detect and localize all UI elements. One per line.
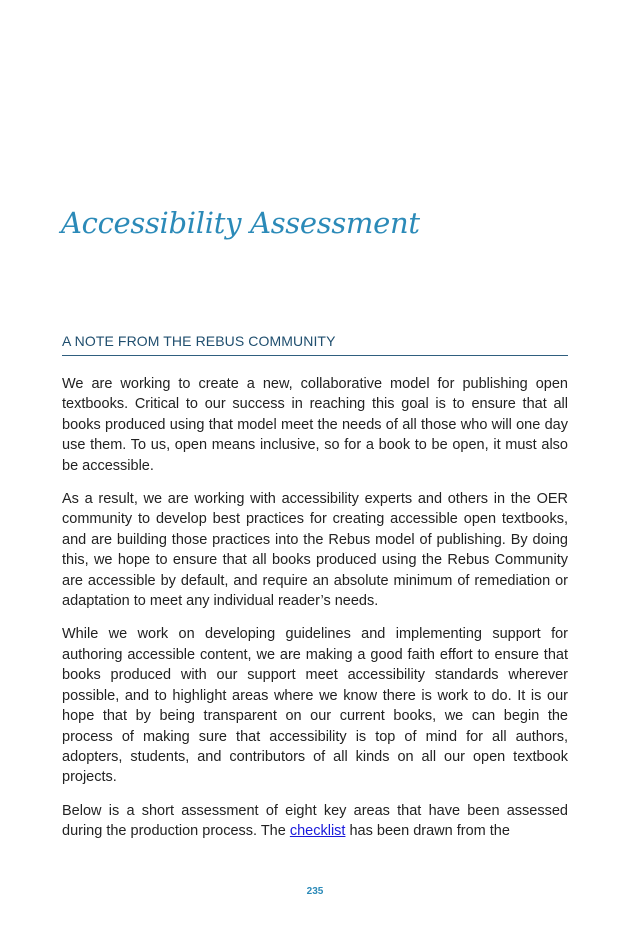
- checklist-link[interactable]: checklist: [289, 823, 346, 840]
- paragraph-4-text-before-link: Below is a short assessment of eight key areas that have been assessed during the production process. The: [62, 802, 568, 840]
- page-number: 235: [306, 886, 324, 897]
- paragraph-2: As a result, we are working with accessibility experts and others in the OER community to develop best practices for creating accessible open textbooks, and are building those practices into the Rebus model of publishing. By doing this, we hope to ensure that all books produced using the Rebus Community are accessible by default, and require an absolute minimum of remediation or adaptation to meet any individual reader’s needs.: [62, 491, 568, 610]
- paragraph-4: [62, 801, 568, 842]
- paragraph-1: We are working to create a new, collaborative model for publishing open textbooks. Critical to our success in reaching this goal is to ensure that all books produced using that model meet the needs of all those who will one day use them. To us, open means inclusive, so for a book to be open, it must also be accessible.: [62, 376, 568, 474]
- paragraph-4-text-after-link: has been drawn from the: [345, 823, 510, 840]
- body-text: [62, 374, 568, 842]
- section-heading: A NOTE FROM THE REBUS COMMUNITY: [62, 333, 568, 356]
- paragraph-3: While we work on developing guidelines and implementing support for authoring accessible content, we are making a good faith effort to ensure that books produced with our support meet accessibility standards wherever possible, and to highlight areas where we know there is work to do. It is our hope that by being transparent on our current books, we can begin the process of making sure that accessibility is top of mind for all authors, adopters, students, and contributors of all kinds on all our open textbook projects.: [62, 626, 568, 786]
- chapter-title: Accessibility Assessment: [61, 206, 420, 240]
